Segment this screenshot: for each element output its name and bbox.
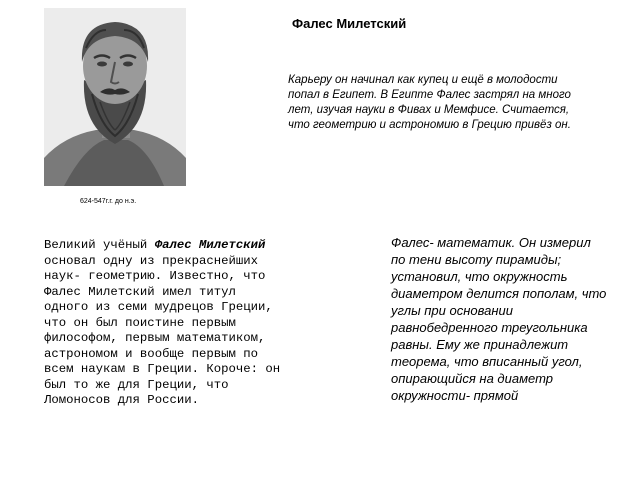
thales-portrait-icon [44, 8, 186, 186]
bio-name: Фалес Милетский [154, 238, 266, 252]
page-title: Фалес Милетский [292, 16, 407, 31]
bio-rest: основал одну из прекраснейших наук- геометрию. Известно, что Фалес Милетский имел титул одного из семи мудрецов Греции, что он был поистине первым философом, первым математиком, астрономом и вообще первым по всем наукам в Греции. Короче: он был то же для Греции, что Ломоносов для России. [44, 253, 281, 407]
career-text: Карьеру он начинал как купец и ещё в молодости попал в Египет. В Египте Фалес застрял на много лет, изучая науки в Фивах и Мемфисе. Считается, что геометрию и астрономию в Грецию привёз он. [288, 74, 571, 131]
biography-text [44, 238, 284, 409]
portrait-image [44, 8, 186, 186]
bio-prefix: Великий учёный [44, 238, 155, 252]
portrait-caption: 624-547г.г. до н.э. [80, 198, 137, 205]
mathematics-text: Фалес- математик. Он измерил по тени высоту пирамиды; установил, что окружность диаметром делится пополам, что углы при основании равнобедренного треугольника равны. Ему же принадлежит теорема, что вписанный угол, опирающийся на диаметр окружности- прямой [391, 235, 607, 403]
